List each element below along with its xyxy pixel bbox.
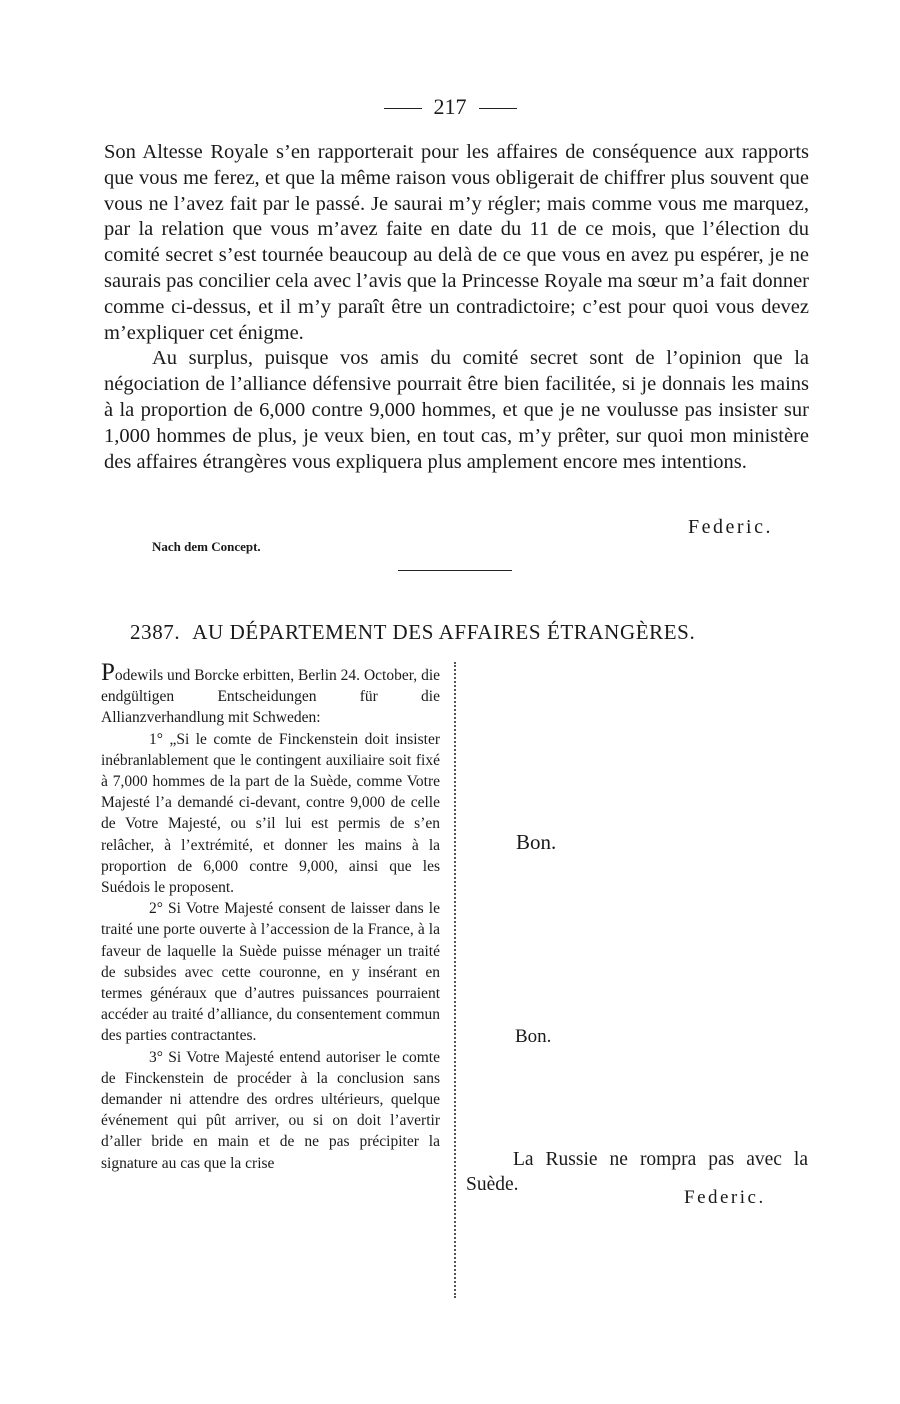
source-note: Nach dem Concept.: [152, 539, 261, 554]
column-divider: [454, 662, 456, 1298]
reply-2: Bon.: [515, 1026, 552, 1047]
letter-signature: Federic.: [688, 516, 773, 538]
reply-signature: Federic.: [684, 1187, 766, 1208]
letter-paragraph-1: Son Altesse Royale s’en rapporterait pour les affaires de conséquence aux rapports que vous me ferez, et que la même raison vous obligerait de chiffrer plus souvent que vous ne l’avez fait par le passé. Je saurai m’y régler; mais comme vous me marquez, par la relation que vous m’avez faite en date du 11 de ce mois, que l’élection du comité secret s’est tournée beaucoup au delà de ce que vous en avez pu espérer, je ne saurais pas concilier cela avec l’avis que la Princesse Royale ma sœur m’a fait donner comme ci-dessus, et il m’y paraît être un contradictoire; c’est pour quoi vous devez m’expliquer cet énigme.: [104, 141, 809, 344]
letter-paragraph-2: Au surplus, puisque vos amis du comité secret sont de l’opinion que la négociation de l’alliance défensive pourrait être bien facilitée, si je donnais les mains à la proportion de 6,000 contre 9,000 hommes, et que je ne voulusse pas insister sur 1,000 hommes de plus, je veux bien, en tout cas, m’y prêter, sur quoi mon ministère des affaires étrangères vous expliquera plus amplement encore mes intentions.: [104, 347, 809, 473]
section-heading: [130, 620, 810, 645]
left-item-3: 3° Si Votre Majesté entend autoriser le comte de Finckenstein de procéder à la conclusion sans demander ni attendre des ordres ultérieurs, quelque événement qui pût arriver, ou si on doit l’avertir d’aller bride en main et de ne pas précipiter la signature au cas que la crise: [101, 1048, 440, 1172]
section-number: 2387.: [130, 620, 181, 644]
left-column: [101, 659, 440, 1174]
left-item-2: 2° Si Votre Majesté consent de laisser dans le traité une porte ouverte à l’accession de la France, à la faveur de laquelle la Suède puisse ménager un traité de subsides avec cette couronne, en y insérant en termes généraux que d’autres puissances pourraient accéder au traité d’alliance, du consentement commun des parties contractantes.: [101, 900, 440, 1045]
left-item-1: 1° „Si le comte de Finckenstein doit insister inébranlablement que le contingent auxiliaire soit fixé à 7,000 hommes de la part de la Suède, comme Votre Majesté l’a demandé ci-devant, contre 9,000 de celle de Votre Majesté, ou s’il lui est permis de s’en relâcher, à l’extrémité, et donner les mains à la proportion de 6,000 contre 9,000, ainsi que les Suédois le proposent.: [101, 730, 440, 897]
page-number-dash-right: [479, 108, 517, 109]
reply-1: Bon.: [516, 830, 557, 854]
page-number-line: [0, 94, 900, 120]
page-number: 217: [433, 94, 467, 119]
left-intro: [101, 659, 440, 729]
section-title: AU DÉPARTEMENT DES AFFAIRES ÉTRANGÈRES.: [192, 620, 696, 644]
reply-3: La Russie ne rompra pas avec la Suède.: [466, 1149, 808, 1195]
letter-body: [104, 140, 809, 475]
intro-dropcap: P: [101, 659, 115, 686]
intro-text: odewils und Borcke erbitten, Berlin 24. October, die endgültigen Entscheidungen für die Allianzverhandlung mit Schweden:: [101, 667, 440, 727]
section-divider: [398, 570, 512, 571]
page-number-dash-left: [384, 108, 422, 109]
